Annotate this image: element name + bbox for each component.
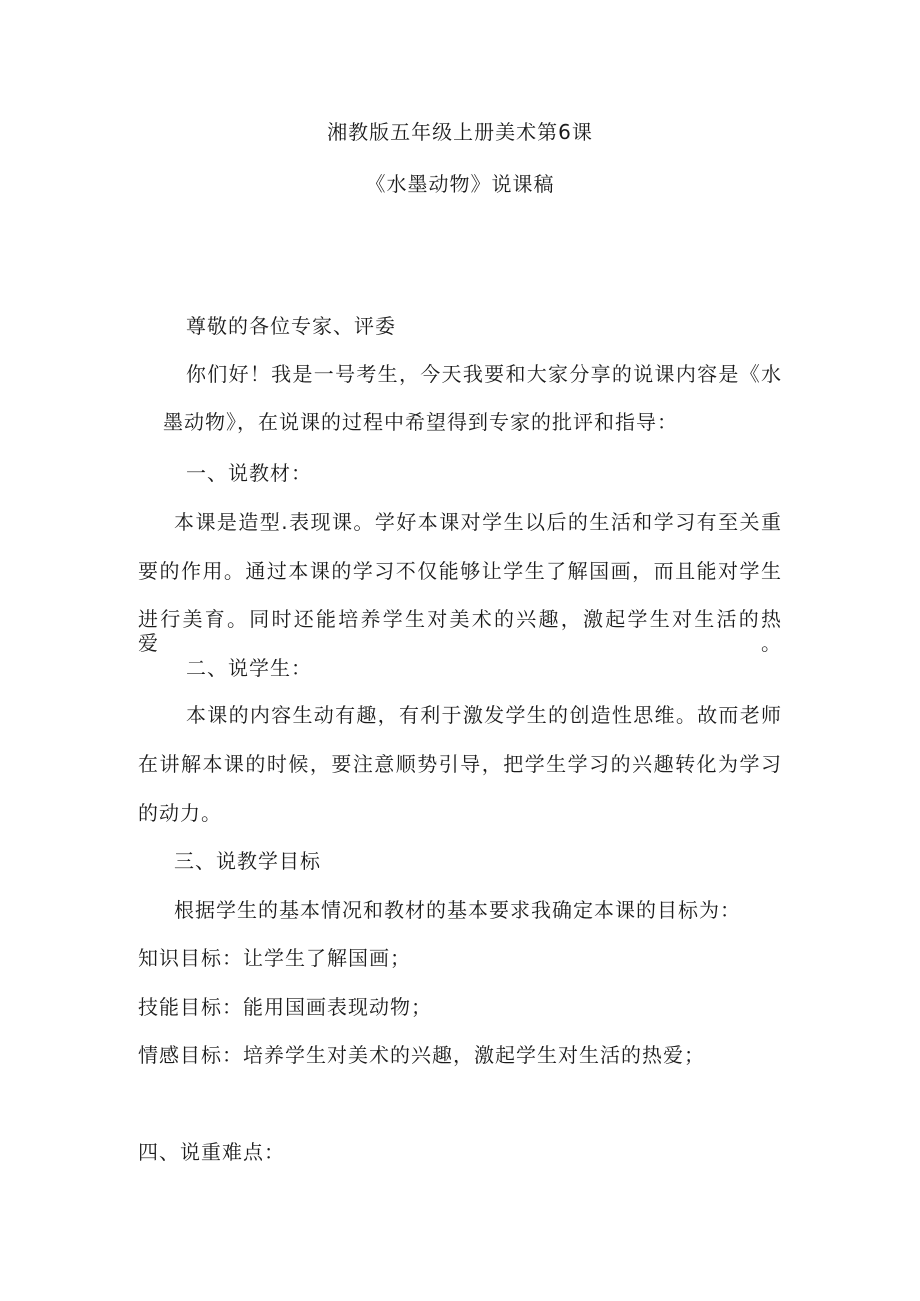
goal-skill: 技能目标：能用国画表现动物； (138, 995, 432, 1019)
section3-heading: 三、说教学目标 (174, 849, 321, 873)
section1-line-1: 本课是造型.表现课。学好本课对学生以后的生活和学习有至关重 (174, 510, 782, 534)
section4-heading: 四、说重难点： (138, 1140, 285, 1164)
goal-emotion: 情感目标：培养学生对美术的兴趣，激起学生对生活的热爱； (138, 1043, 705, 1067)
document-subtitle: 《水墨动物》说课稿 (365, 172, 555, 196)
section1-heading: 一、说教材： (186, 461, 312, 485)
section2-line-2: 在讲解本课的时候，要注意顺势引导，把学生学习的兴趣转化为学习 (138, 752, 782, 776)
section1-line-3: 进行美育。同时还能培养学生对美术的兴趣，激起学生对生活的热爱。 (138, 607, 782, 655)
section2-heading: 二、说学生： (186, 656, 312, 680)
greeting: 尊敬的各位专家、评委 (186, 314, 396, 338)
document-title: 湘教版五年级上册美术第6课 (327, 120, 593, 144)
section2-line-1: 本课的内容生动有趣，有利于激发学生的创造性思维。故而老师 (186, 703, 782, 727)
section1-line-2: 要的作用。通过本课的学习不仅能够让学生了解国画，而且能对学生 (138, 559, 782, 583)
intro-line-1: 你们好！我是一号考生，今天我要和大家分享的说课内容是《水 (186, 362, 782, 386)
intro-line-2: 墨动物》，在说课的过程中希望得到专家的批评和指导： (163, 410, 678, 434)
section2-line-3: 的动力。 (138, 801, 222, 825)
section3-intro: 根据学生的基本情况和教材的基本要求我确定本课的目标为： (174, 898, 741, 922)
goal-knowledge: 知识目标：让学生了解国画； (138, 946, 411, 970)
